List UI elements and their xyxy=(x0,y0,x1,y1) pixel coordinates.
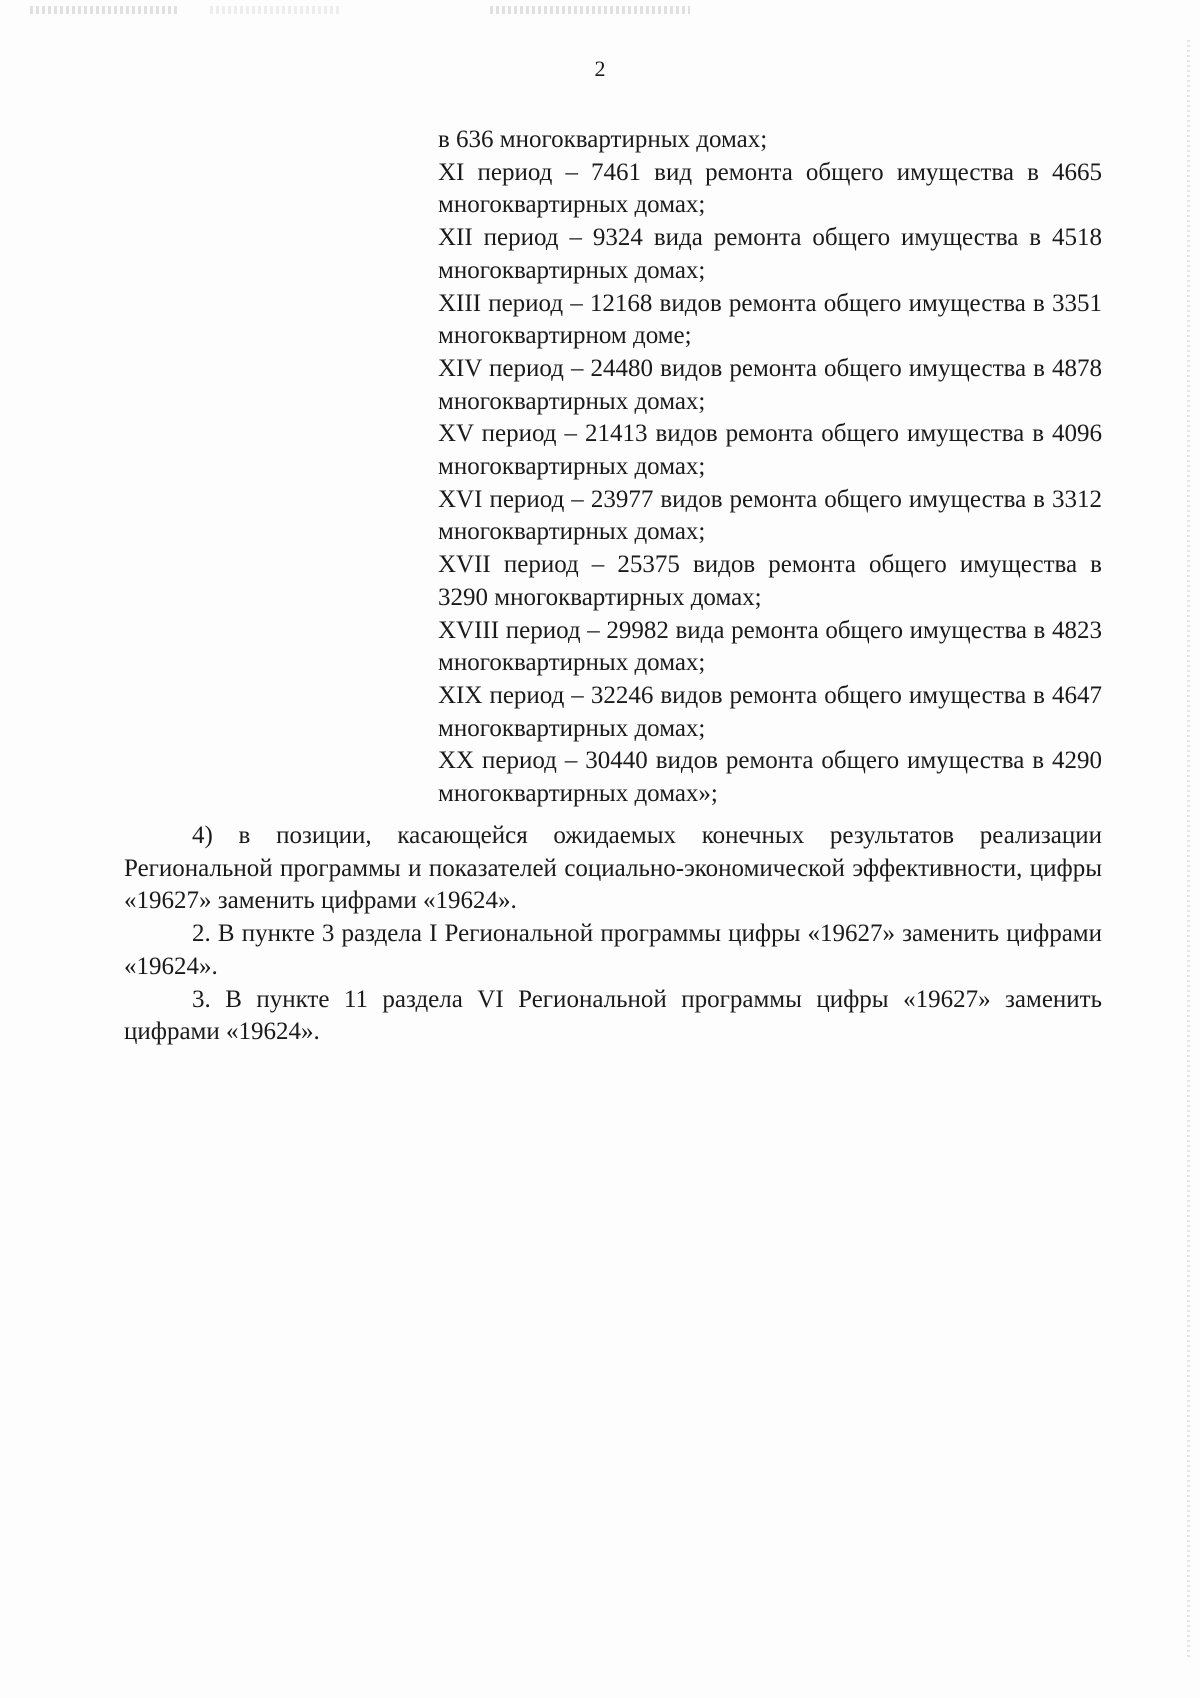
scan-artifact xyxy=(490,6,690,14)
scan-edge-artifact xyxy=(1187,40,1190,1660)
paragraph-point-3: 3. В пункте 11 раздела VI Региональной программы цифры «19627» заменить цифрами «19624». xyxy=(124,985,1102,1046)
list-item: XIV период – 24480 видов ремонта общего имущества в 4878 многоквартирных домах; xyxy=(438,354,1102,415)
scan-artifact xyxy=(210,6,340,14)
page-number: 2 xyxy=(594,56,606,81)
list-item: XI период – 7461 вид ремонта общего имущества в 4665 многоквартирных домах; xyxy=(438,158,1102,219)
list-item: XVIII период – 29982 вида ремонта общего имущества в 4823 многоквартирных домах; xyxy=(438,616,1102,677)
scan-artifact xyxy=(30,6,180,14)
paragraph-item-4: 4) в позиции, касающейся ожидаемых конечных результатов реализации Региональной программы и показателей социально-экономической эффективности, цифры «19627» заменить цифрами «19624». xyxy=(124,822,1102,915)
list-item: XV период – 21413 видов ремонта общего имущества в 4096 многоквартирных домах; xyxy=(438,420,1102,481)
list-item: в 636 многоквартирных домах; xyxy=(438,126,768,153)
amendment-paragraphs xyxy=(124,820,1102,1049)
list-item: XIII период – 12168 видов ремонта общего имущества в 3351 многоквартирном доме; xyxy=(438,289,1102,350)
list-item: XIX период – 32246 видов ремонта общего имущества в 4647 многоквартирных домах; xyxy=(438,681,1102,742)
list-item: XVII период – 25375 видов ремонта общего имущества в 3290 многоквартирных домах; xyxy=(438,551,1102,611)
list-item: XVI период – 23977 видов ремонта общего имущества в 3312 многоквартирных домах; xyxy=(438,485,1102,546)
paragraph-point-2: 2. В пункте 3 раздела I Региональной программы цифры «19627» заменить цифрами «19624». xyxy=(124,920,1102,980)
list-item: XX период – 30440 видов ремонта общего имущества в 4290 многоквартирных домах»; xyxy=(438,747,1102,808)
period-list xyxy=(438,124,1102,811)
list-item: XII период – 9324 вида ремонта общего имущества в 4518 многоквартирных домах; xyxy=(438,224,1102,284)
